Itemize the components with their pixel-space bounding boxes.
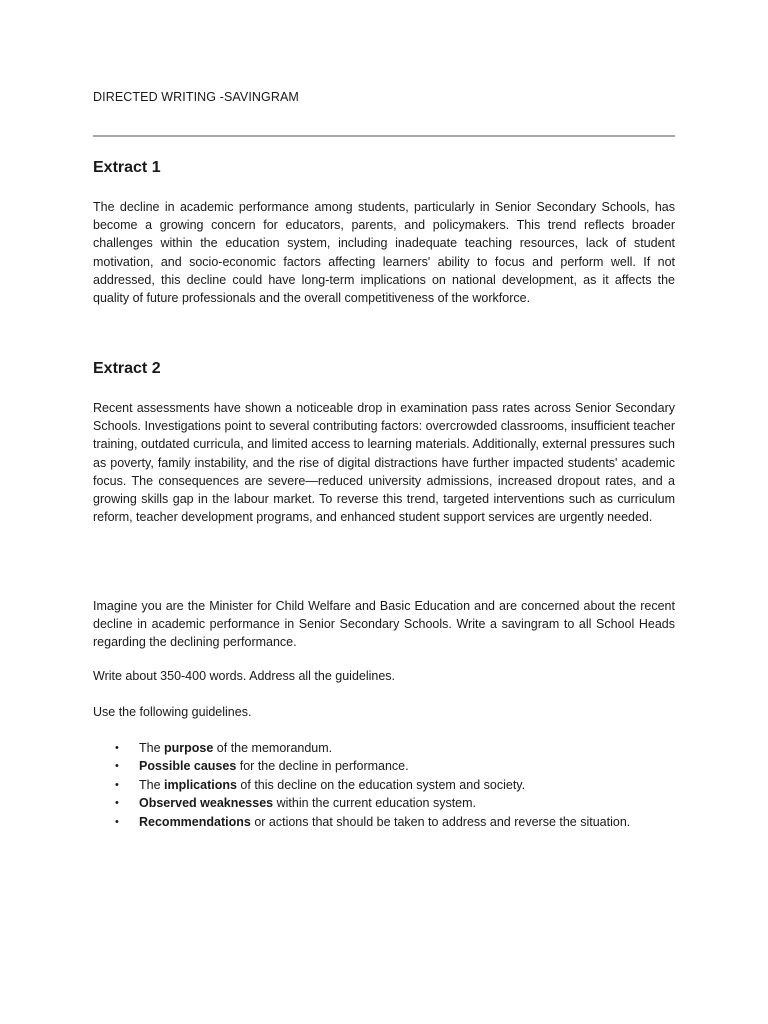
word-count-instruction: Write about 350-400 words. Address all the guidelines. [93,669,396,683]
document-title: DIRECTED WRITING -SAVINGRAM [93,90,299,104]
guideline-item: • The implications of this decline on the education system and society. [93,776,675,794]
task-instructions: Imagine you are the Minister for Child Welfare and Basic Education and are concerned about the recent decline in academic performance in Senior Secondary Schools. Write a savingram to all School Heads regarding the declining performance. [93,599,675,650]
horizontal-divider [93,135,675,137]
guideline-keyword: purpose [164,741,214,755]
guidelines-intro: Use the following guidelines. [93,705,252,719]
extract-1-heading: Extract 1 [93,159,161,176]
guideline-keyword: Observed weaknesses [139,796,274,811]
extract-2-heading: Extract 2 [93,360,161,377]
guideline-keyword: Possible causes [139,759,237,774]
guideline-item: • The purpose of the memorandum. [93,739,675,757]
guideline-item: • Recommendations or actions that should be taken to address and reverse the situation. [93,813,675,831]
guideline-item: • Possible causes for the decline in performance. [93,757,675,775]
guidelines-list [93,739,675,831]
extract-2-text: Recent assessments have shown a noticeable drop in examination pass rates across Senior Secondary Schools. Investigations point to several contributing factors: overcrowded classrooms, insufficient teacher training, outdated curricula, and limited access to learning materials. Additionally, external pressures such as poverty, family instability, and the rise of digital distractions have further impacted students' academic focus. The consequences are severe—reduced university admissions, increased dropout rates, and a growing skills gap in the labour market. To reverse this trend, targeted interventions such as curriculum reform, teacher development programs, and enhanced student support services are urgently needed. [93,401,676,525]
extract-1-text: The decline in academic performance among students, particularly in Senior Secondary Schools, has become a growing concern for educators, parents, and policymakers. This trend reflects broader challenges within the education system, including inadequate teaching resources, lack of student motivation, and socio-economic factors affecting learners' ability to focus and perform well. If not addressed, this decline could have long-term implications on national development, as it affects the quality of future professionals and the overall competitiveness of the workforce. [93,200,675,306]
bullet-icon: • [115,778,119,791]
bullet-icon: • [115,742,119,754]
guideline-keyword: implications [164,777,237,792]
guideline-keyword: Recommendations [139,814,251,829]
bullet-icon: • [115,760,119,773]
bullet-icon: • [115,797,119,810]
guideline-item: • Observed weaknesses within the current education system. [93,794,675,812]
bullet-icon: • [115,815,119,828]
